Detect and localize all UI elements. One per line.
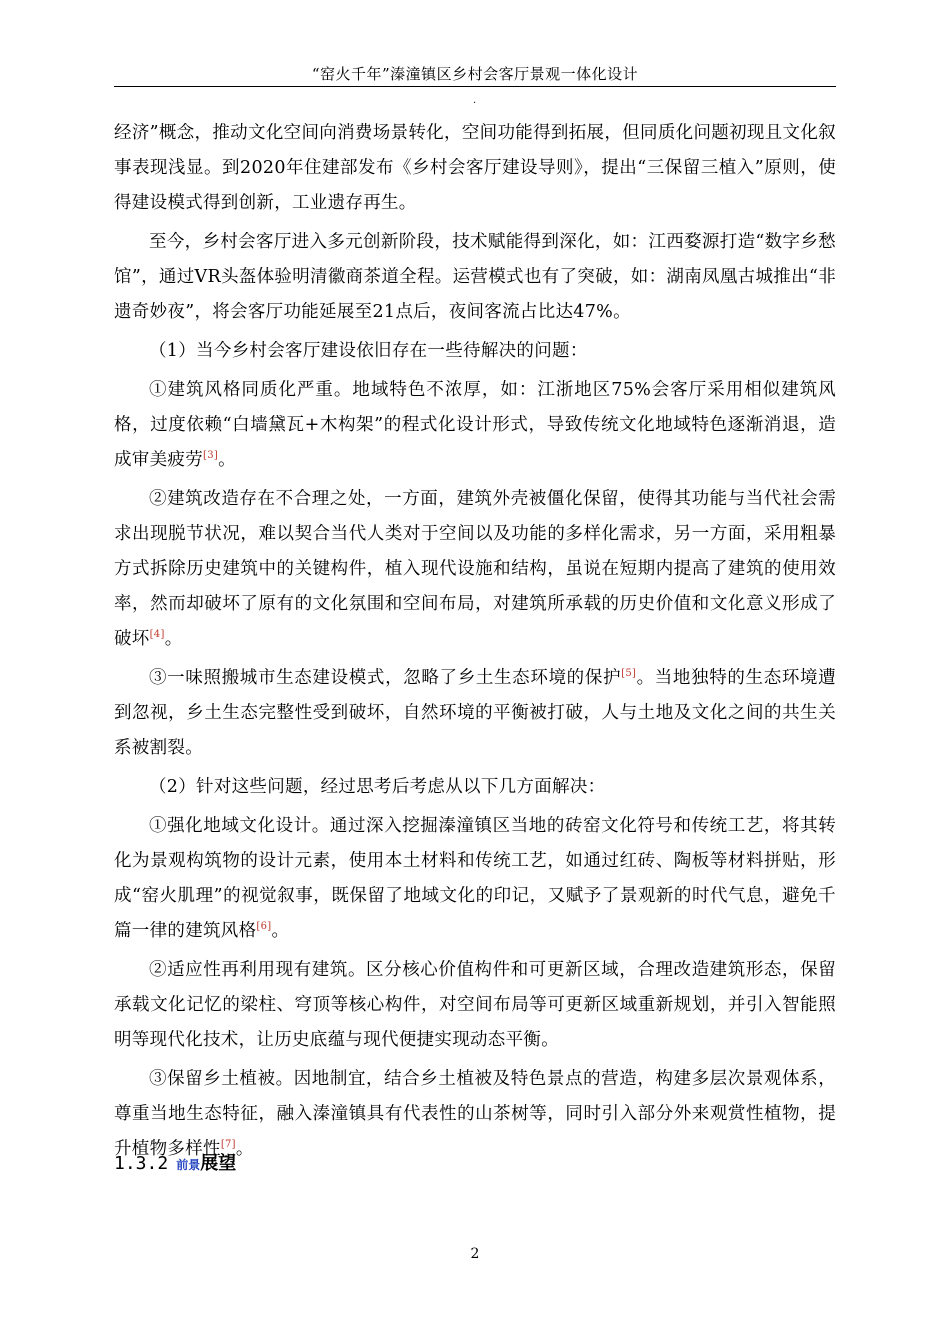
paragraph: ①强化地域文化设计。通过深入挖掘溱潼镇区当地的砖窑文化符号和传统工艺，将其转化为景观构筑物的设计元素，使用本土材料和传统工艺，如通过红砖、陶板等材料拼贴，形成“窑火肌理”的视觉叙事，既保留了地域文化的印记，又赋予了景观新的时代气息，避免千篇一律的建筑风格[6]。 <box>114 816 836 941</box>
section-title: 展望 <box>200 1153 237 1174</box>
section-heading-small: 前景 <box>176 1158 201 1172</box>
citation-ref[interactable]: [3] <box>203 450 219 462</box>
citation-ref[interactable]: [7] <box>220 1139 236 1151</box>
paragraph: ③一味照搬城市生态建设模式，忽略了乡土生态环境的保护[5]。当地独特的生态环境遭到忽视，乡土生态完整性受到破坏，自然环境的平衡被打破，人与土地及文化之间的共生关系被割裂。 <box>114 668 836 758</box>
paragraph: （2）针对这些问题，经过思考后考虑从以下几方面解决： <box>149 777 606 797</box>
body-text <box>114 116 836 1171</box>
section-heading <box>114 1151 236 1178</box>
paragraph: （1）当今乡村会客厅建设依旧存在一些待解决的问题： <box>149 341 588 361</box>
header-rule <box>114 86 836 87</box>
paragraph: ②适应性再利用现有建筑。区分核心价值构件和可更新区域，合理改造建筑形态，保留承载文化记忆的梁柱、穹顶等核心构件，对空间布局等可更新区域重新规划，并引入智能照明等现代化技术，让历史底蕴与现代便捷实现动态平衡。 <box>114 960 836 1050</box>
page-number: 2 <box>470 1246 480 1262</box>
section-number: 1.3.2 <box>114 1153 169 1174</box>
paragraph: 经济”概念，推动文化空间向消费场景转化，空间功能得到拓展，但同质化问题初现且文化叙事表现浅显。到2020年住建部发布《乡村会客厅建设导则》，提出“三保留三植入”原则，使得建设模式得到创新，工业遗存再生。 <box>114 123 836 213</box>
paragraph: ③保留乡土植被。因地制宜，结合乡土植被及特色景点的营造，构建多层次景观体系，尊重当地生态特征，融入溱潼镇具有代表性的山茶树等，同时引入部分外来观赏性植物，提升植物多样性[7]。 <box>114 1069 836 1159</box>
running-header: “窑火千年”溱潼镇区乡村会客厅景观一体化设计 <box>311 65 639 83</box>
paragraph: 至今，乡村会客厅进入多元创新阶段，技术赋能得到深化，如：江西婺源打造“数字乡愁馆”，通过VR头盔体验明清徽商茶道全程。运营模式也有了突破，如：湖南凤凰古城推出“非遗奇妙夜”，将会客厅功能延展至21点后，夜间客流占比达47%。 <box>114 232 836 322</box>
citation-ref[interactable]: [5] <box>621 668 637 680</box>
paragraph: ①建筑风格同质化严重。地域特色不浓厚，如：江浙地区75%会客厅采用相似建筑风格，过度依赖“白墙黛瓦+木构架”的程式化设计形式，导致传统文化地域特色逐渐消退，造成审美疲劳[3]。 <box>114 380 836 470</box>
header-dot: . <box>473 95 477 106</box>
citation-ref[interactable]: [6] <box>256 921 272 933</box>
paragraph: ②建筑改造存在不合理之处，一方面，建筑外壳被僵化保留，使得其功能与当代社会需求出现脱节状况，难以契合当代人类对于空间以及功能的多样化需求，另一方面，采用粗暴方式拆除历史建筑中的关键构件，植入现代设施和结构，虽说在短期内提高了建筑的使用效率，然而却破坏了原有的文化氛围和空间布局，对建筑所承载的历史价值和文化意义形成了破坏[4]。 <box>114 489 836 649</box>
citation-ref[interactable]: [4] <box>149 629 165 641</box>
